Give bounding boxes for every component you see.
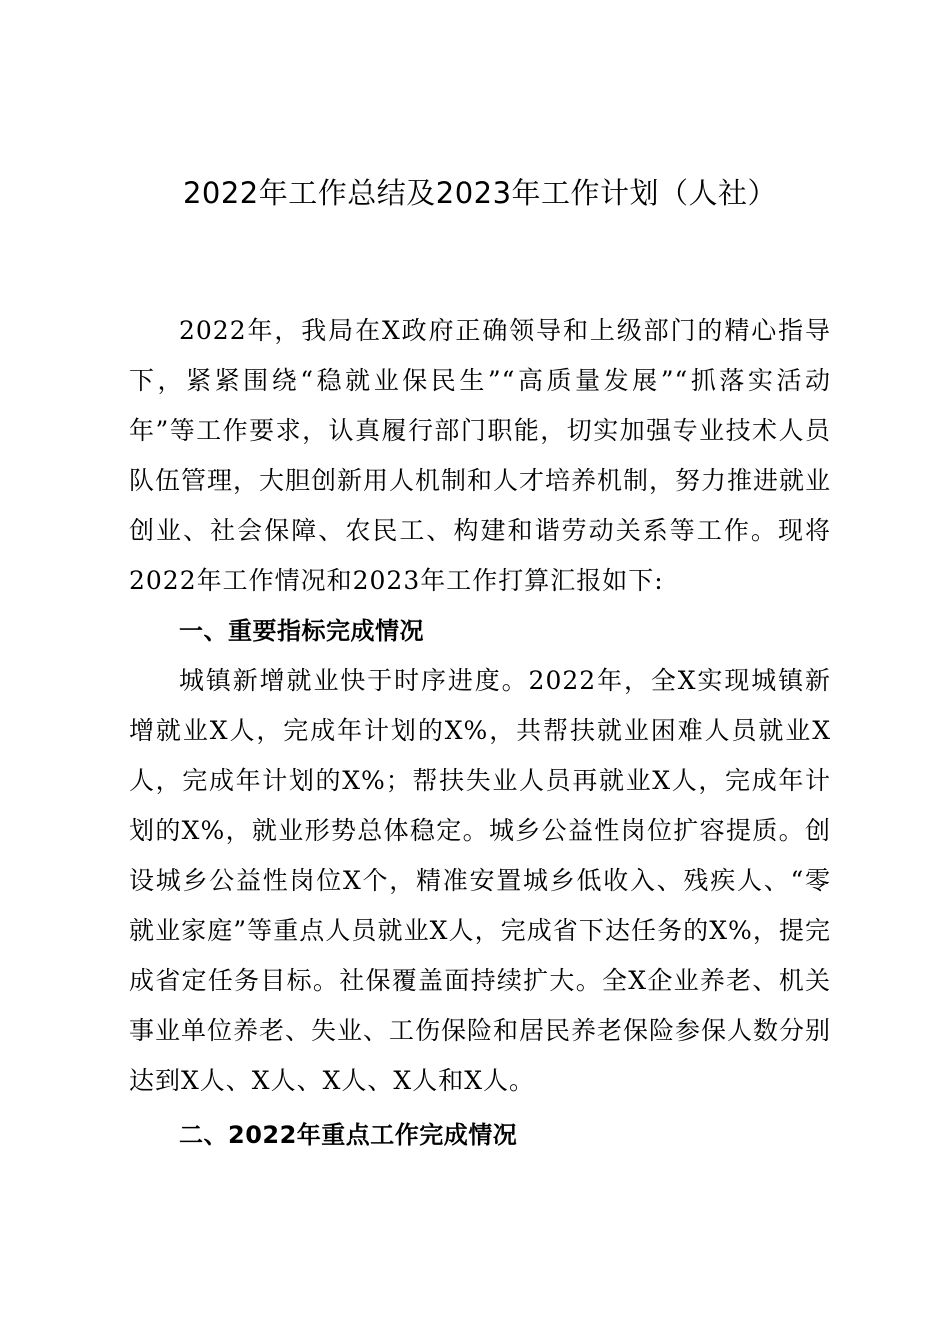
document-body bbox=[129, 306, 831, 1160]
section-heading-2: 二、2022年重点工作完成情况 bbox=[179, 1121, 518, 1149]
section-1-paragraph: 城镇新增就业快于时序进度。2022年，全X实现城镇新增就业X人，完成年计划的X%，共帮扶就业困难人员就业X人，完成年计划的X%；帮扶失业人员再就业X人，完成年计划的X%，就业形势总体稳定。城乡公益性岗位扩容提质。创设城乡公益性岗位X个，精准安置城乡低收入、残疾人、“零就业家庭”等重点人员就业X人，完成省下达任务的X%，提完成省定任务目标。社保覆盖面持续扩大。全X企业养老、机关事业单位养老、失业、工伤保险和居民养老保险参保人数分别达到X人、X人、X人、X人和X人。 bbox=[129, 666, 832, 1095]
document-title: 2022年工作总结及2023年工作计划（人社） bbox=[182, 176, 778, 210]
section-heading-1: 一、重要指标完成情况 bbox=[179, 617, 424, 645]
intro-paragraph: 2022年，我局在X政府正确领导和上级部门的精心指导下，紧紧围绕“稳就业保民生”“高质量发展”“抓落实活动年”等工作要求，认真履行部门职能，切实加强专业技术人员队伍管理，大胆创新用人机制和人才培养机制，努力推进就业创业、社会保障、农民工、构建和谐劳动关系等工作。现将2022年工作情况和2023年工作打算汇报如下: bbox=[129, 316, 832, 595]
